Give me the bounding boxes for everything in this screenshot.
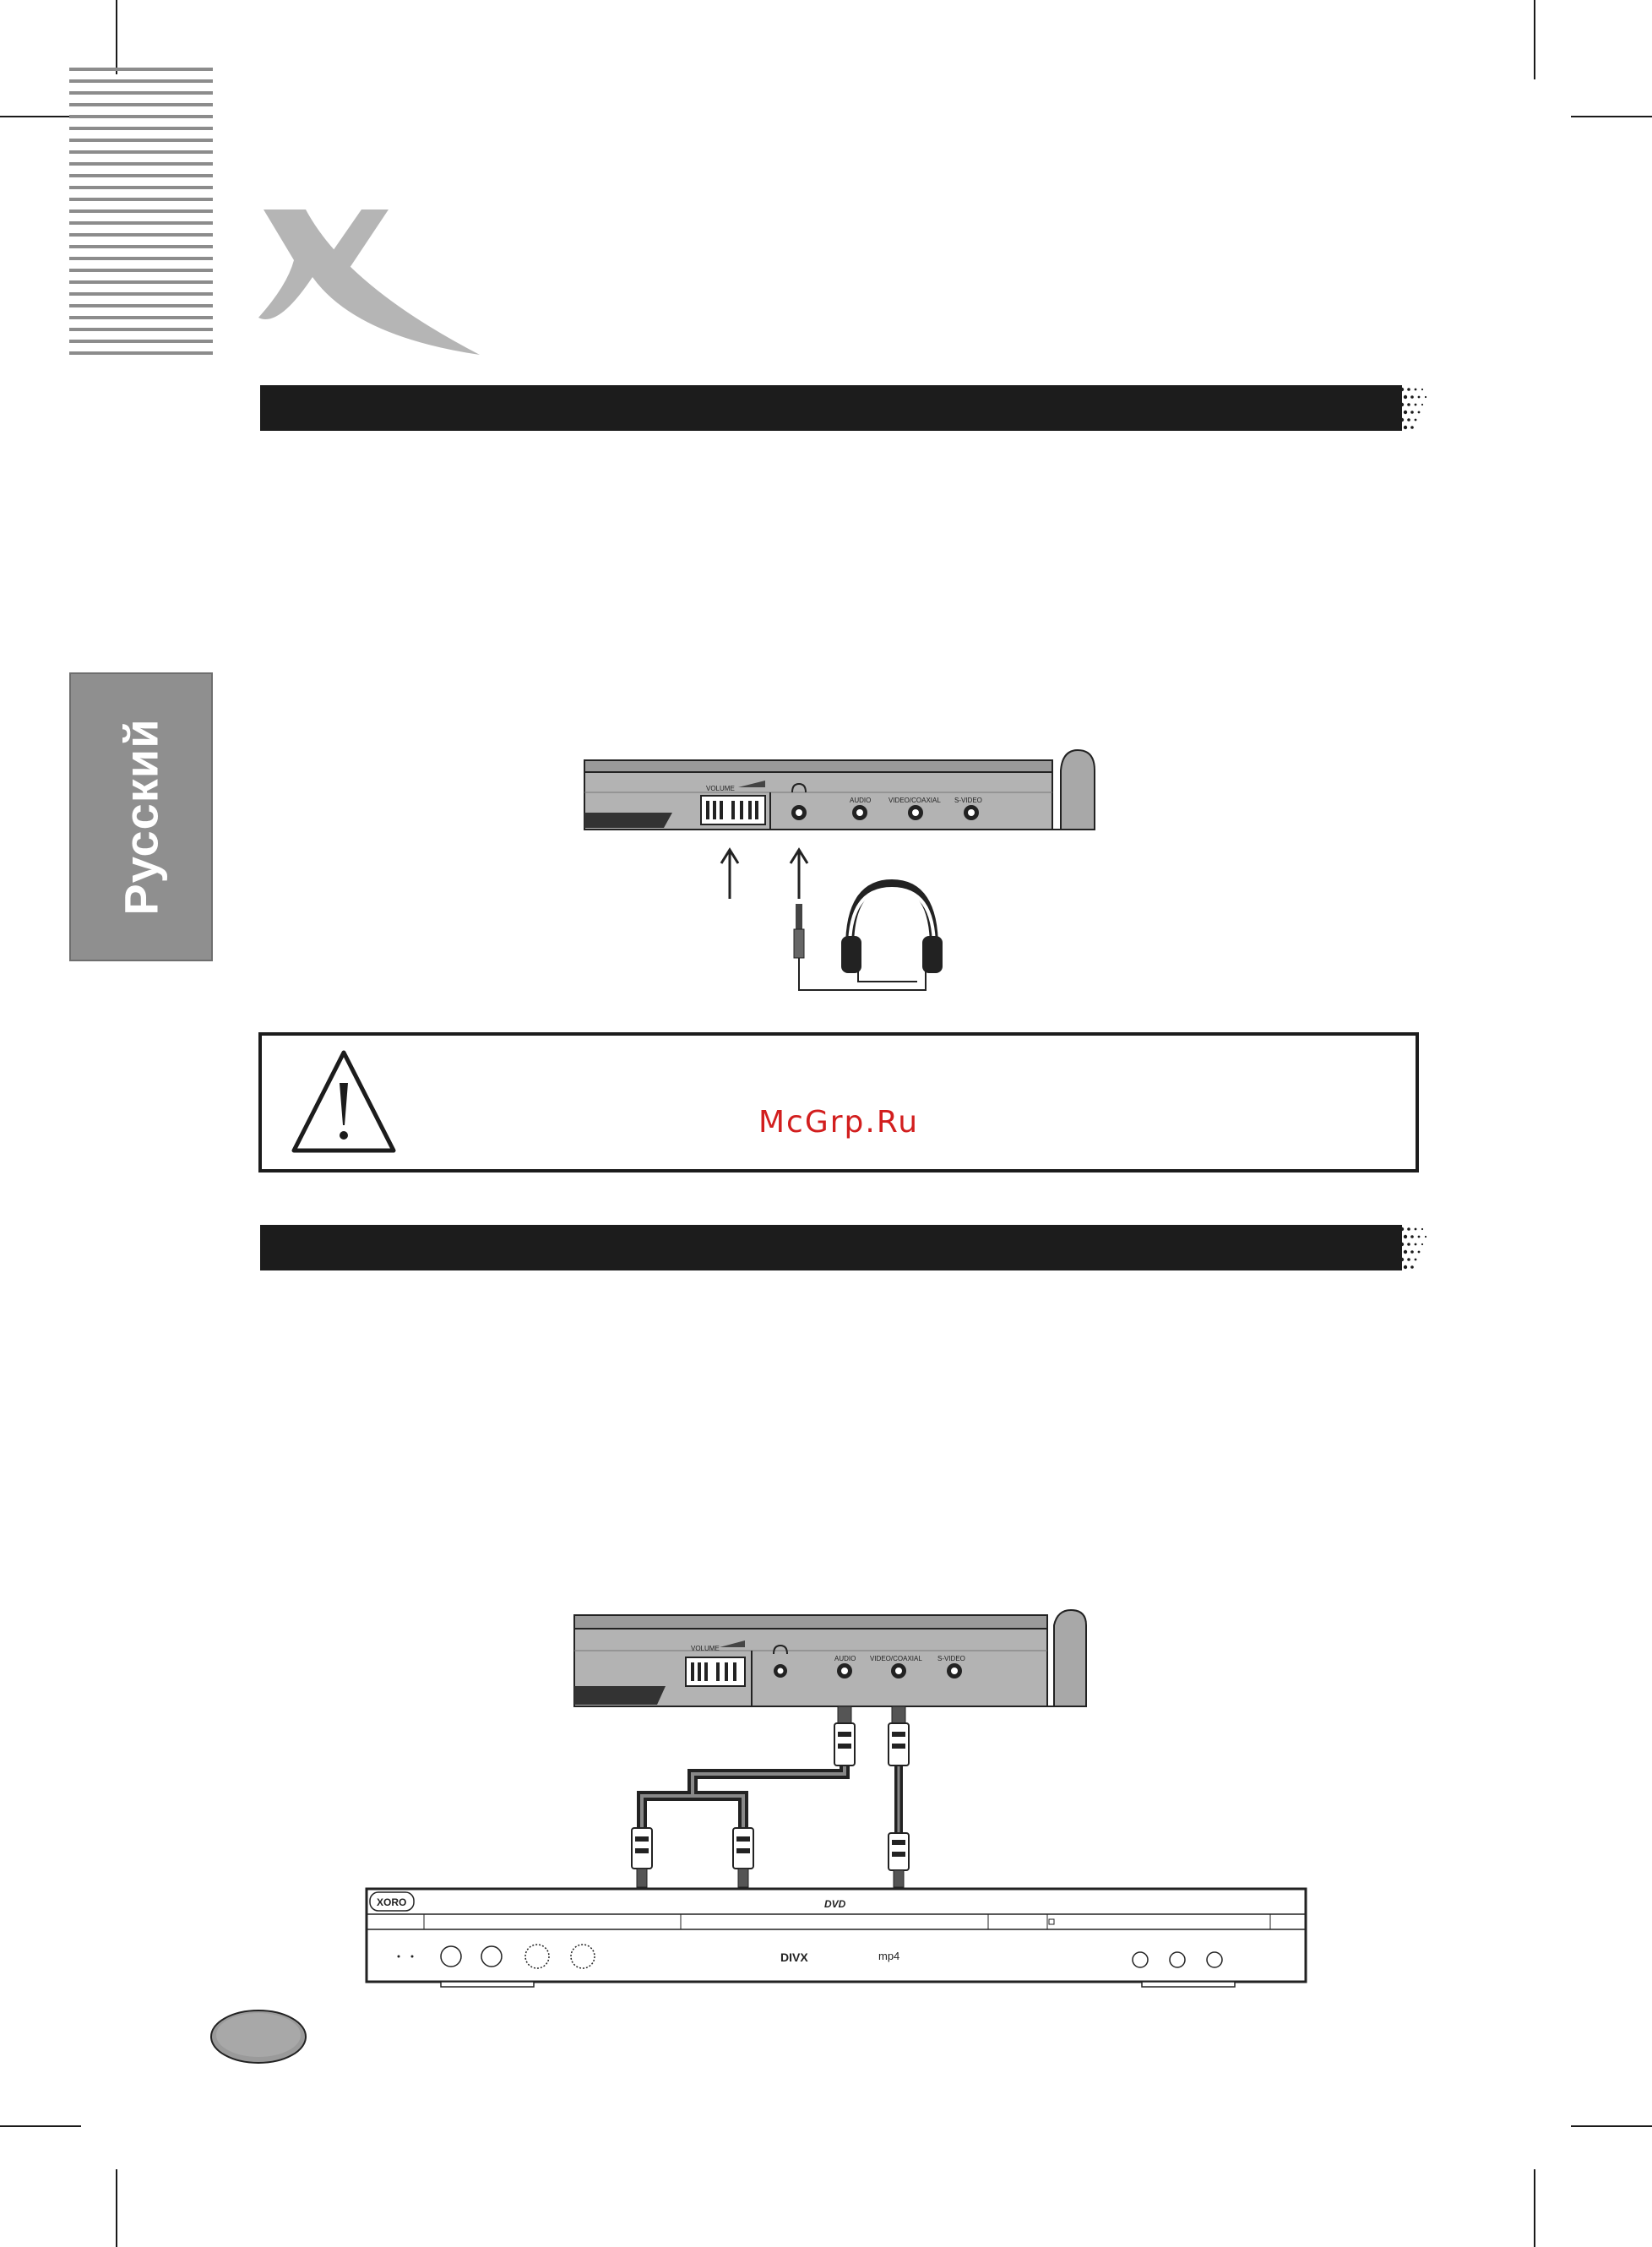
crop-mark <box>0 116 74 117</box>
rca-plug-icon <box>632 1828 652 1887</box>
audio-cable-inner <box>642 1766 845 1828</box>
rca-plug-icon <box>834 1706 855 1766</box>
deck-dvd-logo: DVD <box>824 1898 846 1910</box>
jack-label-svideo: S-VIDEO <box>937 1655 965 1662</box>
figure-headphones-connection <box>579 745 1103 1004</box>
jack-label-video: VIDEO/COAXIAL <box>870 1655 922 1662</box>
language-tab-label: Русский <box>114 718 168 916</box>
crop-mark <box>1571 2125 1652 2127</box>
crop-mark <box>116 0 117 74</box>
rca-plug-icon <box>888 1706 909 1766</box>
deck-divx-logo: DIVX <box>780 1950 808 1964</box>
language-tab <box>69 672 213 961</box>
volume-label: VOLUME <box>691 1645 720 1652</box>
deck-brand: XORO <box>377 1896 407 1908</box>
halftone-dots <box>1385 1225 1436 1270</box>
jack-label-video: VIDEO/COAXIAL <box>888 797 941 804</box>
deck-mp4-logo: mp4 <box>878 1950 900 1962</box>
crop-mark <box>1571 116 1652 117</box>
headphones-icon <box>841 884 943 973</box>
watermark-text: McGrp.Ru <box>758 1105 920 1140</box>
jack-label-audio: AUDIO <box>834 1655 856 1662</box>
arrow-up-icon <box>791 850 807 899</box>
brand-x-logo <box>253 209 481 362</box>
warning-box <box>258 1032 1419 1172</box>
figure-av-connection <box>363 1605 1309 1989</box>
section-header-bar-1 <box>260 385 1402 431</box>
rca-plug-icon <box>733 1828 753 1887</box>
section-header-bar-2 <box>260 1225 1402 1270</box>
jack-label-svideo: S-VIDEO <box>954 797 982 804</box>
crop-mark <box>0 2125 81 2127</box>
page-number-pill <box>208 2007 309 2066</box>
arrow-up-icon <box>721 850 738 899</box>
crop-mark <box>116 2169 117 2247</box>
halftone-dots <box>1385 385 1436 431</box>
jack-label-audio: AUDIO <box>850 797 872 804</box>
rca-plug-icon <box>888 1833 909 1887</box>
crop-mark <box>1534 2169 1535 2247</box>
crop-mark <box>1534 0 1535 79</box>
dvd-player-illustration <box>367 1889 1306 1987</box>
volume-label: VOLUME <box>706 785 735 792</box>
